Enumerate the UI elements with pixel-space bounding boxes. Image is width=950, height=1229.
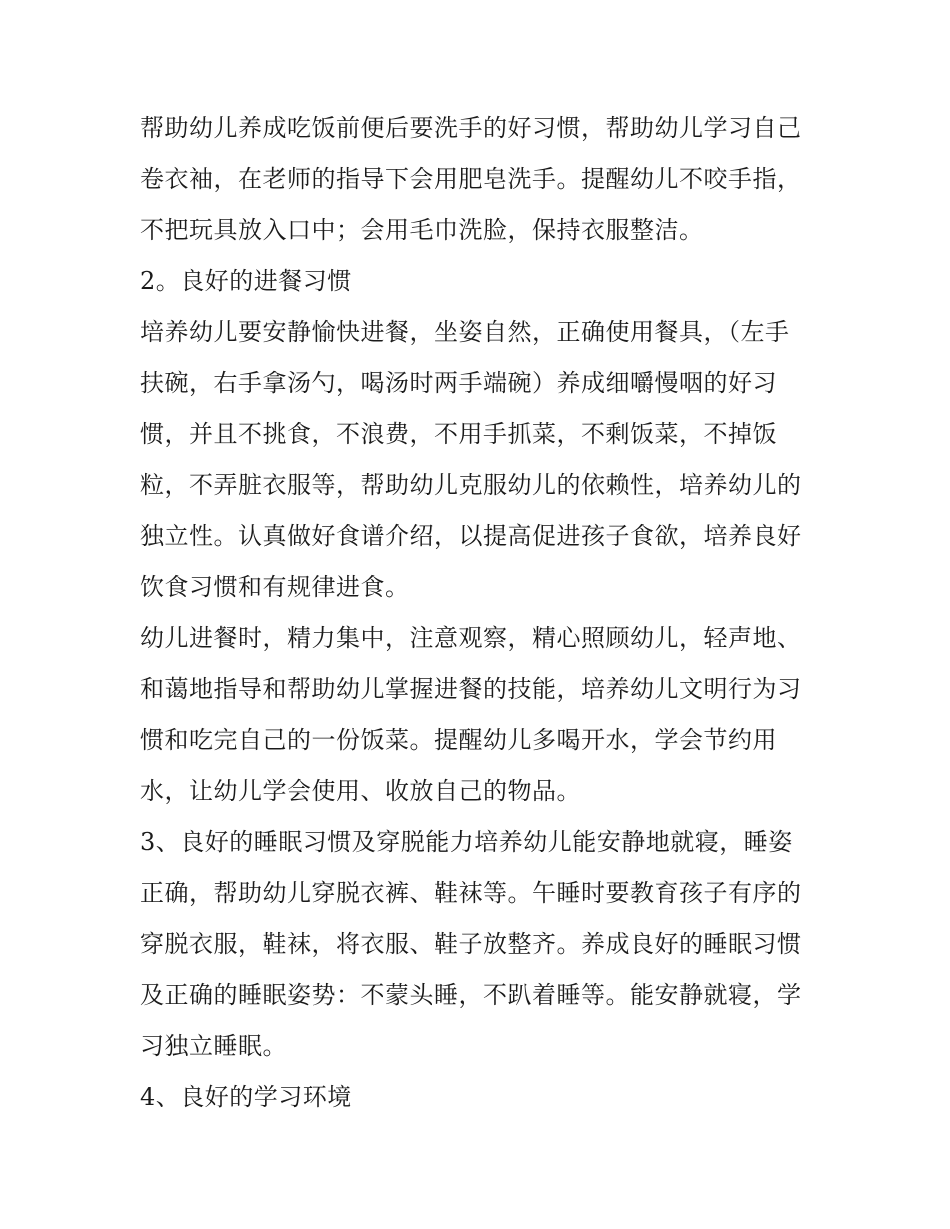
text-line: 培养幼儿要安静愉快进餐，坐姿自然，正确使用餐具，（左手 — [140, 318, 790, 346]
text-line: 饮食习惯和有规律进食。 — [140, 573, 410, 601]
text-line: 和蔼地指导和帮助幼儿掌握进餐的技能，培养幼儿文明行为习 — [140, 675, 802, 703]
text-line: 独立性。认真做好食谱介绍，以提高促进孩子食欲，培养良好 — [140, 522, 802, 550]
text-line: 穿脱衣服，鞋袜，将衣服、鞋子放整齐。养成良好的睡眠习惯 — [140, 930, 802, 958]
text-line: 及正确的睡眠姿势：不蒙头睡，不趴着睡等。能安静就寝，学 — [140, 981, 802, 1009]
text-line: 卷衣袖，在老师的指导下会用肥皂洗手。提醒幼儿不咬手指， — [140, 165, 802, 193]
text-line: 不把玩具放入口中；会用毛巾洗脸，保持衣服整洁。 — [140, 216, 704, 244]
text-line: 帮助幼儿养成吃饭前便后要洗手的好习惯，帮助幼儿学习自己 — [140, 114, 802, 142]
text-line: 习独立睡眠。 — [140, 1032, 287, 1060]
text-line: 粒，不弄脏衣服等，帮助幼儿克服幼儿的依赖性，培养幼儿的 — [140, 471, 802, 499]
text-line: 扶碗，右手拿汤勺，喝汤时两手端碗）养成细嚼慢咽的好习 — [140, 369, 777, 397]
text-line: 3、良好的睡眠习惯及穿脱能力培养幼儿能安静地就寝，睡姿 — [140, 828, 793, 856]
section-heading: 2。良好的进餐习惯 — [140, 267, 352, 295]
text-line: 惯，并且不挑食，不浪费，不用手抓菜，不剩饭菜，不掉饭 — [140, 420, 777, 448]
text-line: 水，让幼儿学会使用、收放自己的物品。 — [140, 777, 581, 805]
section-heading: 4、良好的学习环境 — [140, 1083, 352, 1111]
body-text — [140, 103, 820, 1123]
text-line: 正确，帮助幼儿穿脱衣裤、鞋袜等。午睡时要教育孩子有序的 — [140, 879, 802, 907]
text-line: 惯和吃完自己的一份饭菜。提醒幼儿多喝开水，学会节约用 — [140, 726, 777, 754]
text-line: 幼儿进餐时，精力集中，注意观察，精心照顾幼儿，轻声地、 — [140, 624, 802, 652]
